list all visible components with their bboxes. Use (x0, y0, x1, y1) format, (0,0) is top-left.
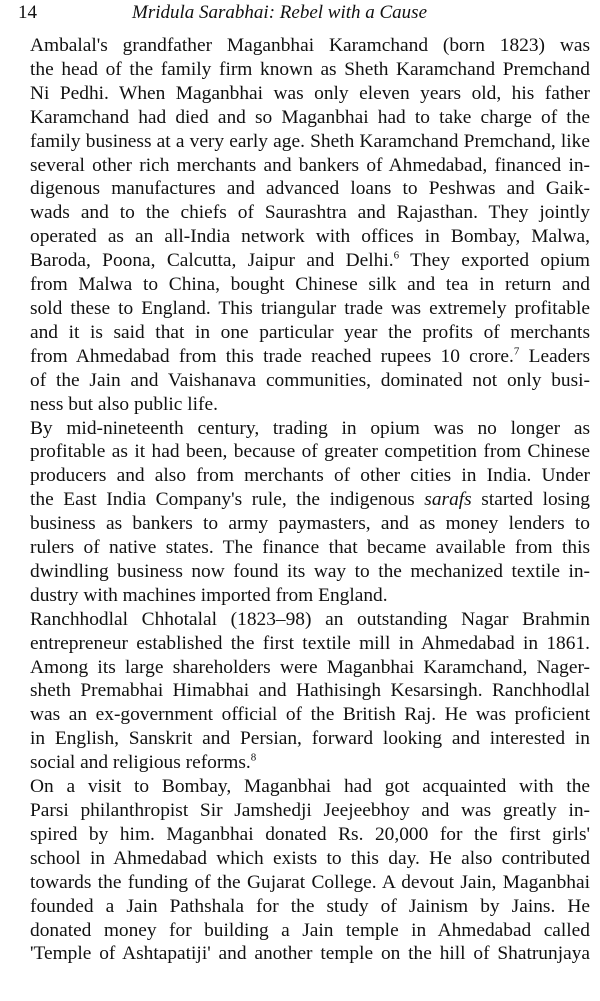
text-line: Among its large shareholders were Maganbhai Karamchand, Nager- (30, 656, 590, 678)
footnote-marker: 6 (393, 249, 400, 262)
text-line: Ni Pedhi. When Maganbhai was only eleven years old, his father (30, 82, 590, 104)
text-line: was an ex-government official of the British Raj. He was proficient (30, 704, 590, 726)
text-fragment: social and religious reforms. (30, 752, 251, 774)
text-fragment: from Ahmedabad from this trade reached rupees 10 crore. (30, 345, 514, 367)
text-line: By mid-nineteenth century, trading in opium was no longer as (30, 417, 590, 439)
text-line: sold these to England. This triangular trade was extremely profitable (30, 297, 590, 319)
paragraph-3 (14, 608, 590, 775)
text-line: wads and to the chiefs of Saurashtra and Rajasthan. They jointly (30, 202, 590, 224)
page-number: 14 (18, 2, 37, 23)
paragraph-1 (14, 34, 590, 417)
text-line: in English, Sanskrit and Persian, forward looking and interested in (30, 728, 590, 750)
text-line: and it is said that in one particular year the profits of merchants (30, 321, 590, 343)
paragraph-4 (14, 775, 590, 966)
text-line: donated money for building a Jain temple in Ahmedabad called (30, 919, 590, 941)
text-fragment: Baroda, Poona, Calcutta, Jaipur and Delhi. (30, 250, 394, 272)
text-line: profitable as it had been, because of greater competition from Chinese (30, 441, 590, 463)
text-line (14, 249, 590, 273)
text-line: the head of the family firm known as Sheth Karamchand Premchand (30, 58, 590, 80)
text-line (14, 488, 590, 512)
running-title: Mridula Sarabhai: Rebel with a Cause (132, 2, 428, 23)
text-line: spired by him. Maganbhai donated Rs. 20,000 for the first girls' (30, 823, 590, 845)
body-text (14, 34, 590, 966)
text-line (14, 751, 590, 775)
text-line: Parsi philanthropist Sir Jamshedji Jeejeebhoy and was greatly in- (30, 800, 590, 821)
text-line: school in Ahmedabad which exists to this day. He also contributed (30, 847, 590, 869)
text-line: operated as an all-India network with offices in Bombay, Malwa, (30, 226, 590, 248)
text-line: sheth Premabhai Himabhai and Hathisingh Kesarsingh. Ranchhodlal (30, 680, 590, 702)
text-line: digenous manufactures and advanced loans to Peshwas and Gaik- (30, 178, 590, 200)
paragraph-2 (14, 417, 590, 608)
text-line: entrepreneur established the first textile mill in Ahmedabad in 1861. (30, 632, 590, 654)
text-line: ness but also public life. (30, 393, 218, 415)
text-line: Karamchand had died and so Maganbhai had to take charge of the (30, 106, 590, 128)
text-line: rulers of native states. The finance that became available from this (30, 537, 590, 559)
text-line: several other rich merchants and bankers of Ahmedabad, financed in- (30, 154, 590, 176)
text-line: 'Temple of Ashtapatiji' and another temple on the hill of Shatrunjaya (30, 943, 590, 965)
text-line: founded a Jain Pathshala for the study of Jainism by Jains. He (30, 895, 590, 917)
text-fragment: Leaders (519, 345, 590, 367)
text-line: dustry with machines imported from England. (30, 584, 388, 606)
text-line: business as bankers to army paymasters, and as money lenders to (30, 513, 590, 535)
italic-term: sarafs (424, 489, 472, 511)
page-header (14, 0, 590, 34)
text-line: On a visit to Bombay, Maganbhai had got acquainted with the (30, 776, 590, 798)
text-fragment: They exported opium (399, 250, 590, 272)
text-line: dwindling business now found its way to the mechanized textile in- (30, 560, 590, 582)
footnote-marker: 8 (250, 751, 257, 764)
text-line: producers and also from merchants of other cities in India. Under (30, 465, 590, 487)
text-line: from Malwa to China, bought Chinese silk and tea in return and (30, 274, 590, 296)
text-line (14, 345, 590, 369)
text-line: Ranchhodlal Chhotalal (1823–98) an outstanding Nagar Brahmin (30, 608, 590, 630)
text-line: family business at a very early age. Sheth Karamchand Premchand, like (30, 130, 590, 152)
text-fragment: the East India Company's rule, the indigenous (30, 489, 415, 511)
text-line: of the Jain and Vaishanava communities, dominated not only busi- (30, 369, 590, 391)
footnote-marker: 7 (513, 345, 520, 358)
text-line: towards the funding of the Gujarat College. A devout Jain, Maganbhai (30, 871, 590, 893)
text-line: Ambalal's grandfather Maganbhai Karamchand (born 1823) was (30, 35, 590, 56)
text-fragment: started losing (471, 489, 590, 511)
